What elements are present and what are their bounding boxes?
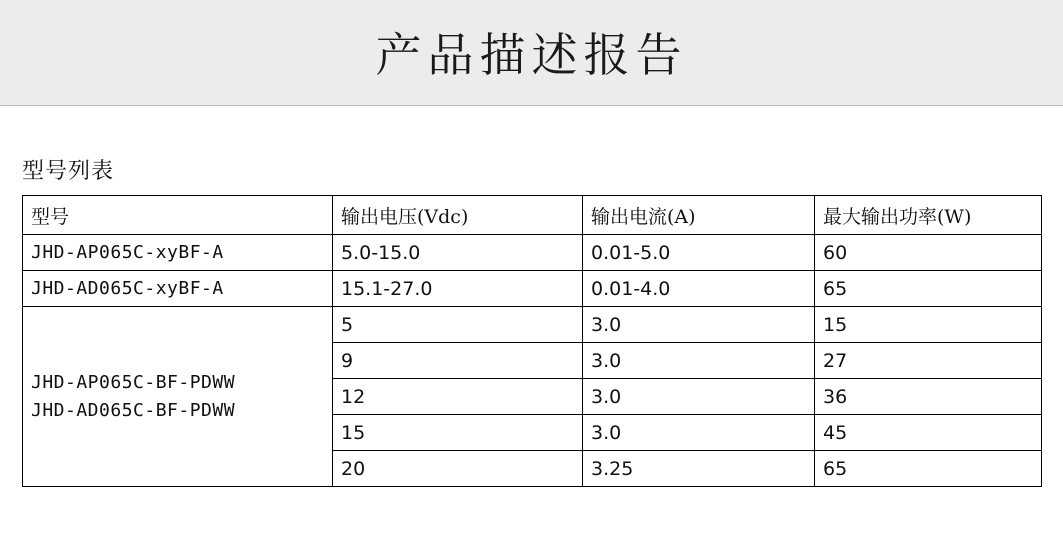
table-header-current: 输出电流(A) xyxy=(583,196,815,235)
table-header-row xyxy=(23,196,1042,235)
cell-model-line-2: JHD-AD065C-BF-PDWW xyxy=(31,399,236,421)
cell-power: 45 xyxy=(815,415,1042,451)
specification-table xyxy=(22,195,1042,487)
table-header-power: 最大输出功率(W) xyxy=(815,196,1042,235)
table-header-voltage: 输出电压(Vdc) xyxy=(333,196,583,235)
section-title: 型号列表 xyxy=(22,159,115,184)
table-row xyxy=(23,235,1042,271)
cell-current: 0.01-5.0 xyxy=(583,235,815,271)
table-row xyxy=(23,271,1042,307)
cell-model: JHD-AD065C-xyBF-A xyxy=(23,271,333,307)
document-body xyxy=(0,154,1063,487)
cell-voltage: 12 xyxy=(333,379,583,415)
cell-current: 3.0 xyxy=(583,307,815,343)
cell-voltage: 15.1-27.0 xyxy=(333,271,583,307)
cell-voltage: 15 xyxy=(333,415,583,451)
cell-model-group xyxy=(23,307,333,487)
cell-power: 15 xyxy=(815,307,1042,343)
page-title: 产品描述报告 xyxy=(375,27,688,82)
cell-current: 0.01-4.0 xyxy=(583,271,815,307)
cell-power: 27 xyxy=(815,343,1042,379)
cell-power: 36 xyxy=(815,379,1042,415)
table-row xyxy=(23,307,1042,343)
table-header-model: 型号 xyxy=(23,196,333,235)
cell-current: 3.25 xyxy=(583,451,815,487)
cell-voltage: 5 xyxy=(333,307,583,343)
cell-current: 3.0 xyxy=(583,343,815,379)
cell-model-line-1: JHD-AP065C-BF-PDWW xyxy=(31,371,236,393)
cell-current: 3.0 xyxy=(583,379,815,415)
cell-voltage: 20 xyxy=(333,451,583,487)
cell-current: 3.0 xyxy=(583,415,815,451)
cell-power: 65 xyxy=(815,451,1042,487)
cell-voltage: 5.0-15.0 xyxy=(333,235,583,271)
document-header-band xyxy=(0,0,1063,106)
cell-model: JHD-AP065C-xyBF-A xyxy=(23,235,333,271)
cell-power: 60 xyxy=(815,235,1042,271)
cell-voltage: 9 xyxy=(333,343,583,379)
cell-power: 65 xyxy=(815,271,1042,307)
